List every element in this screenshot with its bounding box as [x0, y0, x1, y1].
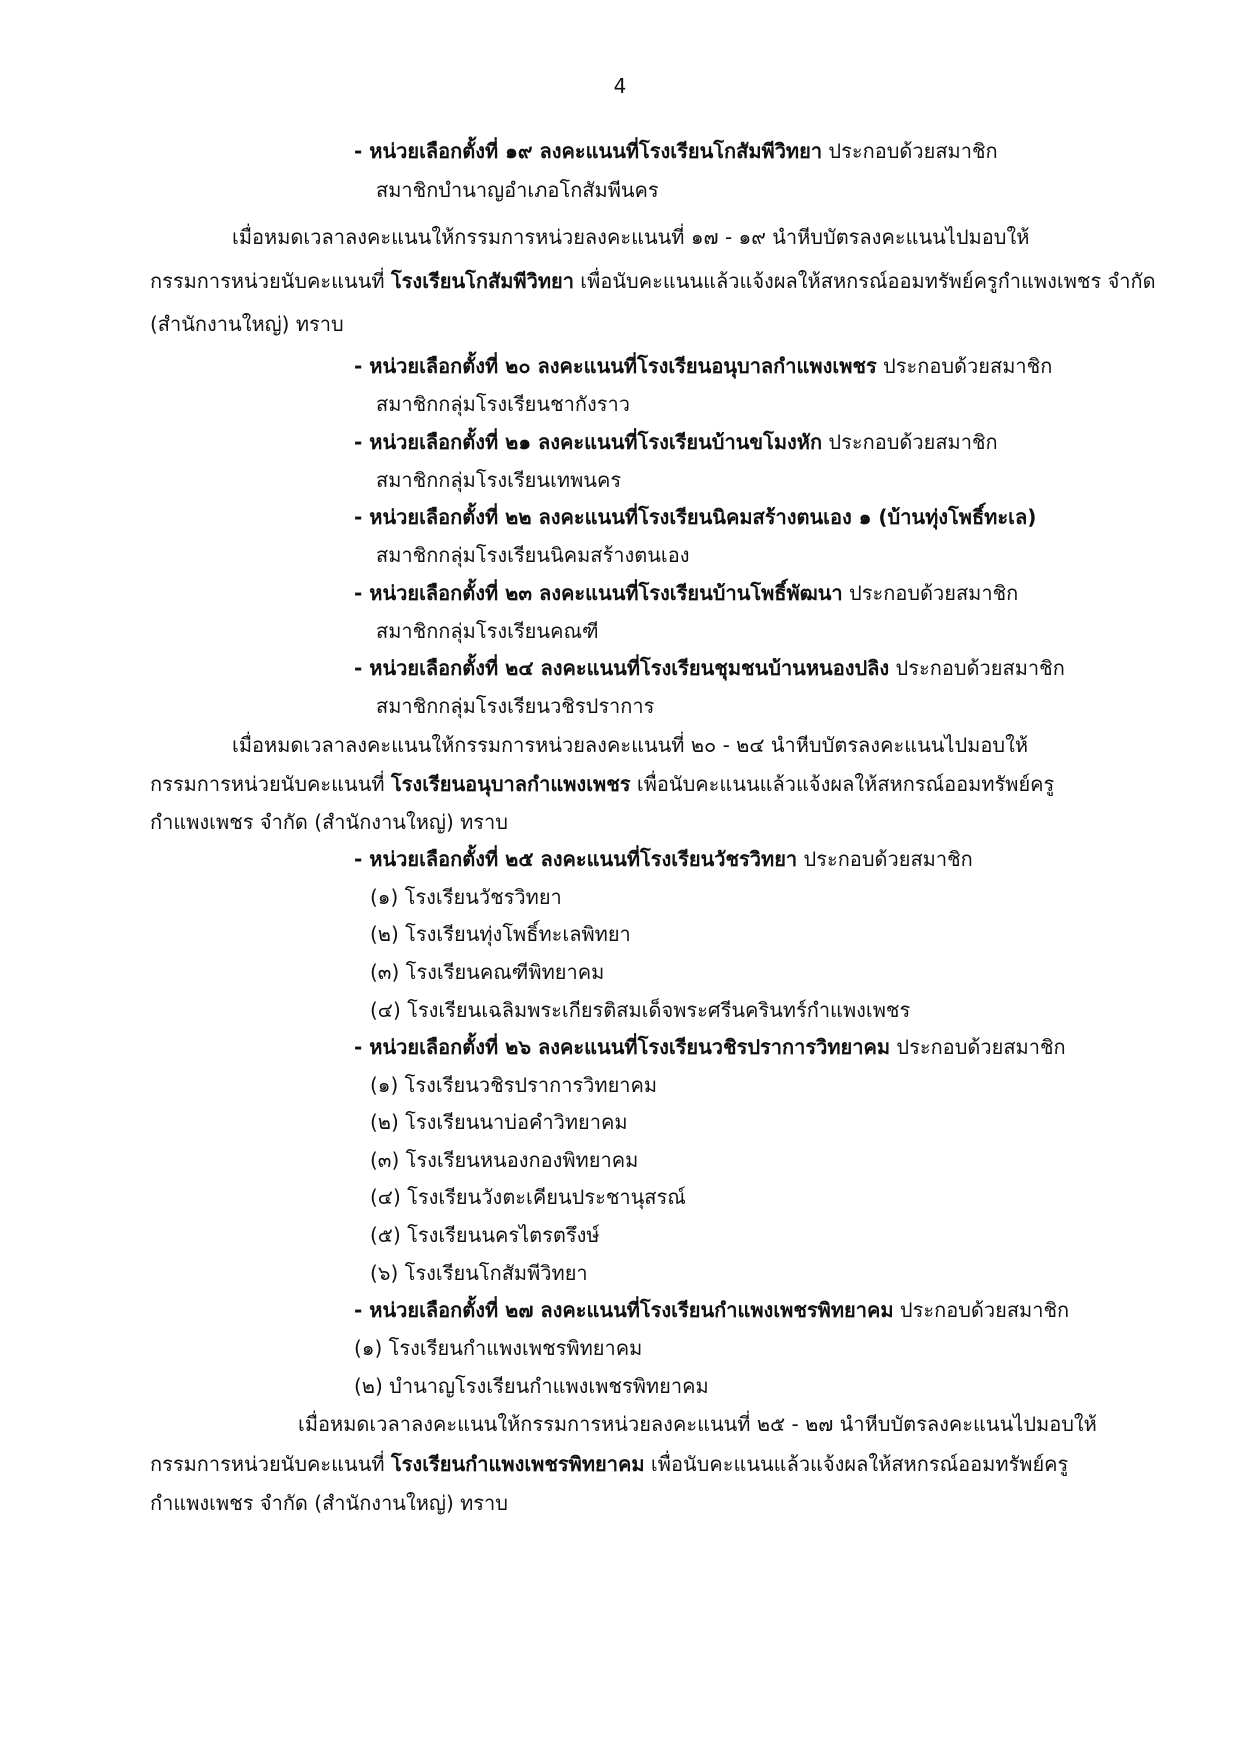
- station-25-item-4: [370, 996, 910, 1024]
- paragraph-1-line-2: [150, 267, 1156, 295]
- station-22-heading: [354, 503, 1036, 531]
- station-20-title: - หน่วยเลือกตั้งที่ ๒๐ ลงคะแนนที่โรงเรียนอนุบาลกำแพงเพชร: [354, 354, 877, 378]
- paragraph-3-text-2b: เพื่อนับคะแนนแล้วแจ้งผลให้สหกรณ์ออมทรัพย์ครู: [644, 1452, 1069, 1476]
- paragraph-1-text-2b: เพื่อนับคะแนนแล้วแจ้งผลให้สหกรณ์ออมทรัพย์ครูกำแพงเพชร จำกัด: [573, 269, 1156, 293]
- station-19-members-text: สมาชิกบำนาญอำเภอโกสัมพีนคร: [376, 178, 659, 202]
- station-27-item-2: [354, 1372, 709, 1400]
- paragraph-1-text-3: (สำนักงานใหญ่) ทราบ: [150, 312, 344, 336]
- station-26-item-3-text: (๓) โรงเรียนหนองกองพิทยาคม: [370, 1148, 639, 1172]
- paragraph-1-text-2a: กรรมการหน่วยนับคะแนนที่: [150, 269, 391, 293]
- paragraph-3-text-1: เมื่อหมดเวลาลงคะแนนให้กรรมการหน่วยลงคะแนนที่ ๒๕ - ๒๗ นำหีบบัตรลงคะแนนไปมอบให้: [298, 1412, 1097, 1436]
- station-26-item-3: [370, 1146, 638, 1174]
- station-22-title: - หน่วยเลือกตั้งที่ ๒๒ ลงคะแนนที่โรงเรียนนิคมสร้างตนเอง ๑ (บ้านทุ่งโพธิ์ทะเล): [354, 505, 1037, 529]
- station-26-item-2: [370, 1108, 628, 1136]
- station-23-suffix: ประกอบด้วยสมาชิก: [842, 581, 1019, 605]
- station-20-heading: [354, 352, 1052, 380]
- station-22-members: [376, 541, 690, 569]
- paragraph-3-line-1: [298, 1410, 1097, 1438]
- station-19-title: - หน่วยเลือกตั้งที่ ๑๙ ลงคะแนนที่โรงเรียนโกสัมพีวิทยา: [354, 139, 823, 163]
- station-26-item-5-text: (๕) โรงเรียนนครไตรตรึงษ์: [370, 1223, 600, 1247]
- paragraph-3-line-3: [150, 1489, 508, 1517]
- station-26-item-6: [370, 1259, 588, 1287]
- station-26-item-2-text: (๒) โรงเรียนนาบ่อคำวิทยาคม: [370, 1110, 628, 1134]
- paragraph-2-text-3: กำแพงเพชร จำกัด (สำนักงานใหญ่) ทราบ: [150, 810, 508, 834]
- station-27-heading: [354, 1296, 1069, 1324]
- station-21-title: - หน่วยเลือกตั้งที่ ๒๑ ลงคะแนนที่โรงเรียนบ้านขโมงหัก: [354, 430, 823, 454]
- station-27-suffix: ประกอบด้วยสมาชิก: [893, 1298, 1070, 1322]
- station-24-members: [376, 692, 654, 720]
- paragraph-3-school: โรงเรียนกำแพงเพชรพิทยาคม: [390, 1452, 645, 1476]
- station-19-heading: [354, 137, 998, 165]
- station-25-heading: [354, 845, 973, 873]
- station-20-suffix: ประกอบด้วยสมาชิก: [876, 354, 1053, 378]
- station-27-item-2-text: (๒) บำนาญโรงเรียนกำแพงเพชรพิทยาคม: [354, 1374, 709, 1398]
- station-24-title: - หน่วยเลือกตั้งที่ ๒๔ ลงคะแนนที่โรงเรียนชุมชนบ้านหนองปลิง: [354, 656, 890, 680]
- station-24-suffix: ประกอบด้วยสมาชิก: [889, 656, 1065, 680]
- station-25-item-2: [370, 920, 631, 948]
- station-23-members: [376, 617, 599, 645]
- paragraph-1-text-1: เมื่อหมดเวลาลงคะแนนให้กรรมการหน่วยลงคะแนนที่ ๑๗ - ๑๙ นำหีบบัตรลงคะแนนไปมอบให้: [232, 225, 1030, 249]
- station-27-item-1: [354, 1334, 642, 1362]
- station-20-members-text: สมาชิกกลุ่มโรงเรียนชากังราว: [376, 392, 630, 416]
- paragraph-2-text-2b: เพื่อนับคะแนนแล้วแจ้งผลให้สหกรณ์ออมทรัพย์ครู: [630, 772, 1055, 796]
- station-23-members-text: สมาชิกกลุ่มโรงเรียนคณฑี: [376, 619, 599, 643]
- paragraph-1-line-1: [232, 223, 1029, 251]
- paragraph-2-text-1: เมื่อหมดเวลาลงคะแนนให้กรรมการหน่วยลงคะแนนที่ ๒๐ - ๒๔ นำหีบบัตรลงคะแนนไปมอบให้: [232, 733, 1029, 757]
- station-23-heading: [354, 579, 1018, 607]
- station-25-item-3-text: (๓) โรงเรียนคณฑีพิทยาคม: [370, 960, 605, 984]
- paragraph-2-line-2: [150, 770, 1054, 798]
- station-22-members-text: สมาชิกกลุ่มโรงเรียนนิคมสร้างตนเอง: [376, 543, 690, 567]
- station-20-members: [376, 390, 630, 418]
- station-27-title: - หน่วยเลือกตั้งที่ ๒๗ ลงคะแนนที่โรงเรียนกำแพงเพชรพิทยาคม: [354, 1298, 894, 1322]
- page-number: 4: [613, 74, 627, 98]
- station-19-suffix: ประกอบด้วยสมาชิก: [822, 139, 998, 163]
- paragraph-1-line-3: [150, 310, 344, 338]
- station-21-members-text: สมาชิกกลุ่มโรงเรียนเทพนคร: [376, 468, 622, 492]
- paragraph-3-text-3: กำแพงเพชร จำกัด (สำนักงานใหญ่) ทราบ: [150, 1491, 508, 1515]
- station-19-members: [376, 176, 659, 204]
- station-24-members-text: สมาชิกกลุ่มโรงเรียนวชิรปราการ: [376, 694, 655, 718]
- station-26-suffix: ประกอบด้วยสมาชิก: [890, 1035, 1066, 1059]
- station-21-heading: [354, 428, 998, 456]
- station-25-item-4-text: (๔) โรงเรียนเฉลิมพระเกียรติสมเด็จพระศรีนครินทร์กำแพงเพชร: [370, 998, 911, 1022]
- paragraph-2-line-1: [232, 731, 1028, 759]
- station-25-item-1-text: (๑) โรงเรียนวัชรวิทยา: [370, 885, 562, 909]
- station-25-suffix: ประกอบด้วยสมาชิก: [797, 847, 973, 871]
- paragraph-3-line-2: [150, 1450, 1068, 1478]
- station-24-heading: [354, 654, 1065, 682]
- station-26-item-1: [370, 1071, 657, 1099]
- station-26-title: - หน่วยเลือกตั้งที่ ๒๖ ลงคะแนนที่โรงเรียนวชิรปราการวิทยาคม: [354, 1035, 891, 1059]
- station-26-item-6-text: (๖) โรงเรียนโกสัมพีวิทยา: [370, 1261, 588, 1285]
- station-26-heading: [354, 1033, 1066, 1061]
- station-26-item-1-text: (๑) โรงเรียนวชิรปราการวิทยาคม: [370, 1073, 658, 1097]
- station-25-item-3: [370, 958, 604, 986]
- station-26-item-4: [370, 1183, 686, 1211]
- station-26-item-4-text: (๔) โรงเรียนวังตะเคียนประชานุสรณ์: [370, 1185, 686, 1209]
- station-23-title: - หน่วยเลือกตั้งที่ ๒๓ ลงคะแนนที่โรงเรียนบ้านโพธิ์พัฒนา: [354, 581, 843, 605]
- station-26-item-5: [370, 1221, 600, 1249]
- paragraph-3-text-2a: กรรมการหน่วยนับคะแนนที่: [150, 1452, 391, 1476]
- station-27-item-1-text: (๑) โรงเรียนกำแพงเพชรพิทยาคม: [354, 1336, 643, 1360]
- station-21-suffix: ประกอบด้วยสมาชิก: [822, 430, 998, 454]
- paragraph-2-school: โรงเรียนอนุบาลกำแพงเพชร: [390, 772, 631, 796]
- station-25-title: - หน่วยเลือกตั้งที่ ๒๕ ลงคะแนนที่โรงเรียนวัชรวิทยา: [354, 847, 798, 871]
- paragraph-2-text-2a: กรรมการหน่วยนับคะแนนที่: [150, 772, 391, 796]
- station-21-members: [376, 466, 621, 494]
- paragraph-1-school: โรงเรียนโกสัมพีวิทยา: [390, 269, 574, 293]
- station-25-item-1: [370, 883, 562, 911]
- station-25-item-2-text: (๒) โรงเรียนทุ่งโพธิ์ทะเลพิทยา: [370, 922, 631, 946]
- paragraph-2-line-3: [150, 808, 508, 836]
